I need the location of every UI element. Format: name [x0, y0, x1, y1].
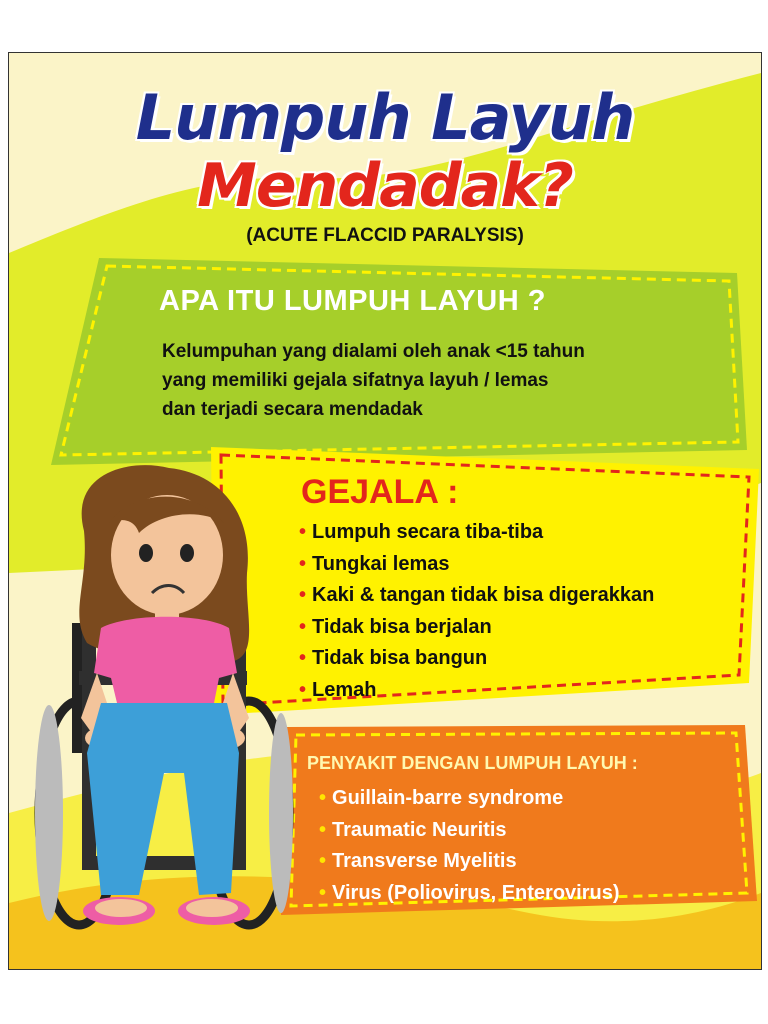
bullet-icon: • [299, 552, 307, 575]
title-line-2: Mendadak? [197, 151, 573, 221]
symptom-item: • Lumpuh secara tiba-tiba [299, 521, 544, 543]
disease-item: • Guillain-barre syndrome [319, 787, 564, 809]
definition-line: yang memiliki gejala sifatnya layuh / lemas [162, 370, 549, 391]
definition-text [162, 337, 702, 424]
bullet-icon: • [299, 615, 307, 638]
bullet-icon: • [319, 818, 327, 841]
bullet-icon: • [299, 678, 307, 701]
bullet-icon: • [319, 881, 327, 904]
definition-line: dan terjadi secara mendadak [162, 399, 423, 420]
symptom-item: • Kaki & tangan tidak bisa digerakkan [299, 584, 655, 606]
subtitle: (ACUTE FLACCID PARALYSIS) [246, 225, 524, 246]
disease-item: • Traumatic Neuritis [319, 818, 507, 841]
poster [8, 52, 762, 970]
symptoms-list [299, 517, 654, 706]
disease-item: • Virus (Poliovirus, Enterovirus) [319, 881, 620, 904]
symptom-item: • Tungkai lemas [299, 552, 450, 575]
title-line-1: Lumpuh Layuh [135, 81, 635, 154]
symptom-item: • Lemah [299, 678, 377, 701]
shirt [94, 617, 237, 703]
bullet-icon: • [299, 647, 307, 669]
diseases-heading: PENYAKIT DENGAN LUMPUH LAYUH : [307, 753, 638, 773]
diseases-list [319, 783, 620, 909]
bullet-icon: • [299, 584, 307, 606]
symptoms-heading: GEJALA : [301, 473, 459, 511]
symptom-item: • Tidak bisa berjalan [299, 615, 492, 638]
definition-line: Kelumpuhan yang dialami oleh anak <15 tahun [162, 341, 585, 362]
symptom-item: • Tidak bisa bangun [299, 647, 488, 669]
bullet-icon: • [299, 521, 307, 543]
bullet-icon: • [319, 850, 327, 872]
disease-item: • Transverse Myelitis [319, 850, 517, 872]
definition-heading: APA ITU LUMPUH LAYUH ? [159, 285, 546, 317]
bullet-icon: • [319, 787, 327, 809]
